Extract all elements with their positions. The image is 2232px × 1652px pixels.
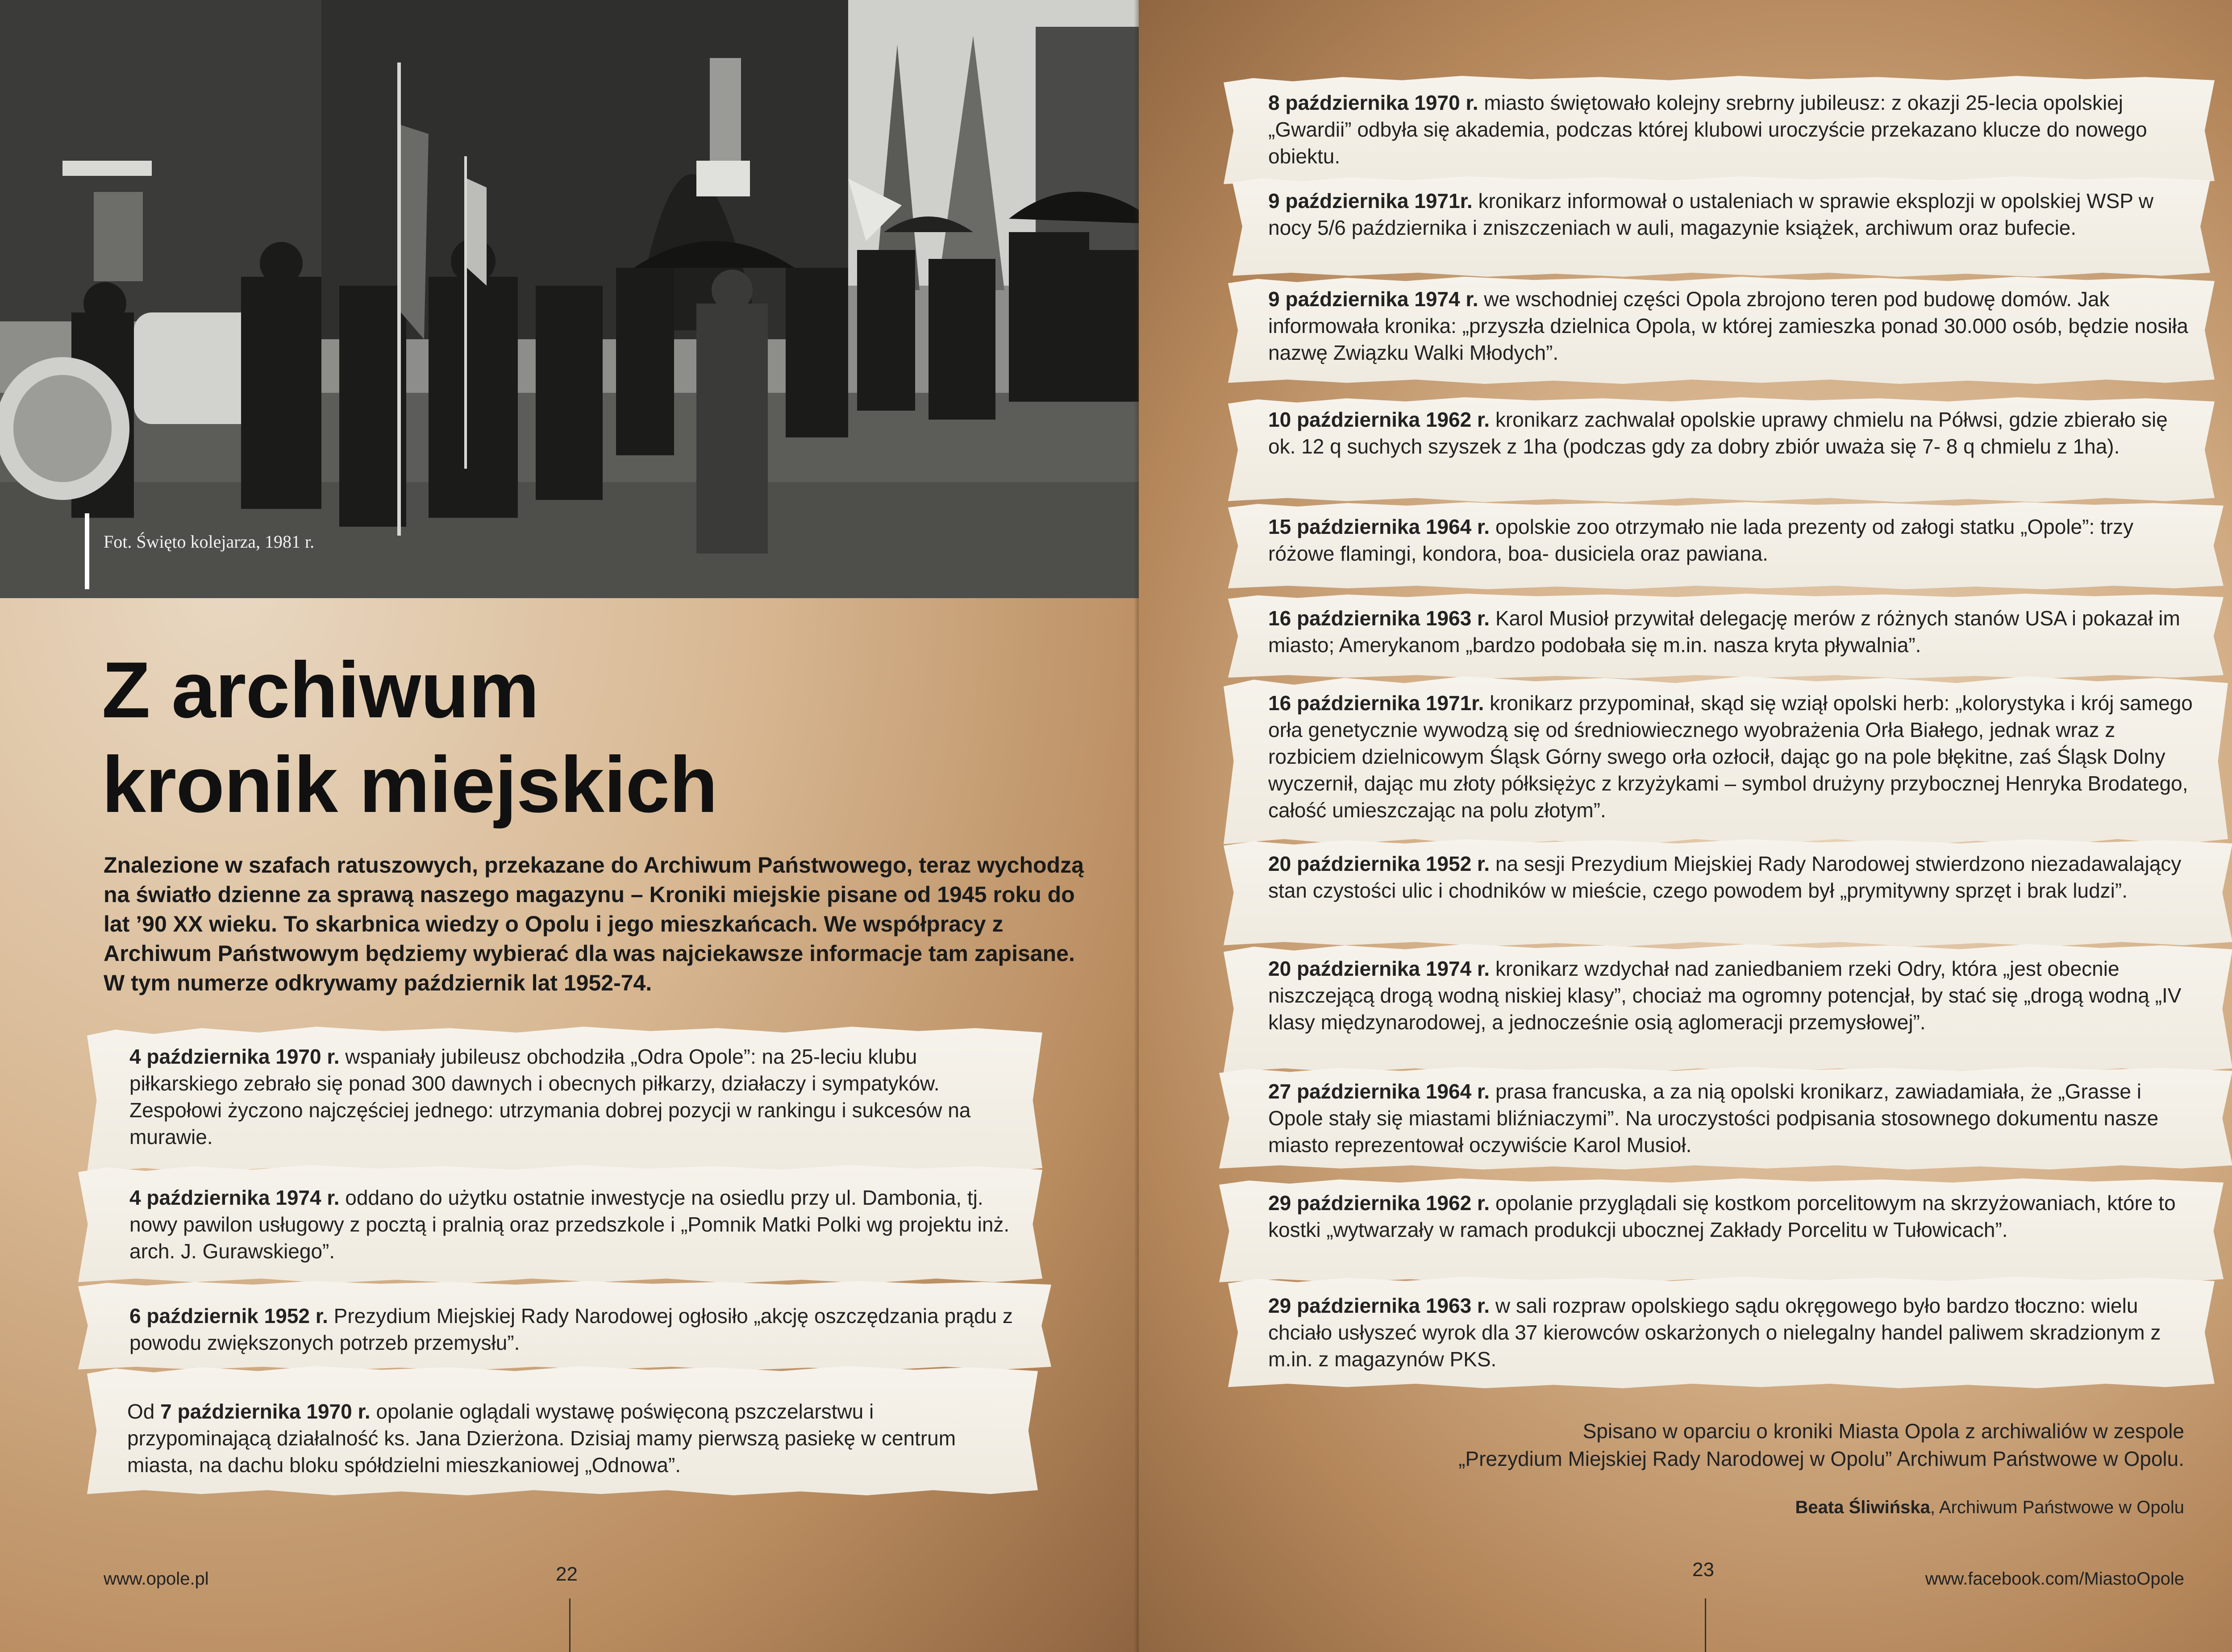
entry-date: 16 października 1971r.: [1268, 691, 1484, 715]
chronicle-entry: [129, 1184, 1013, 1265]
entry-text: opolanie przyglądali się kostkom porcelitowym na skrzyżowaniach, które to kostki „wytwarzały w ramach produkcji ubocznej Zakłady Porcelitu w Tułowicach”.: [1268, 1191, 2176, 1241]
entry-date: 16 października 1963 r.: [1268, 607, 1490, 630]
entry-text: opolskie zoo otrzymało nie lada prezenty od załogi statku „Opole”: trzy różowe flamingi, kondora, boa- dusiciela oraz pawiana.: [1268, 515, 2134, 565]
page-number-right: 23: [1692, 1559, 1714, 1581]
entry-text: kronikarz przypominał, skąd się wziął opolski herb: „kolorystyka i krój samego orła genetycznie wywodzą się od średniowiecznego wyobrażenia Orła Białego, jednak wraz z rozbiciem dzielnicowym Śląsk Górny swego orła ozłocił, dając go na pole błękitne, zaś Śląsk Dolny wyczernił, dając mu złoty półksiężyc z krzyżykami – symbol drużyny przybocznej Henryka Brodatego, całość umieszczając na polu złotym”.: [1268, 691, 2193, 822]
chronicle-entry: [1268, 187, 2197, 241]
right-page: [1139, 0, 2232, 1652]
author-credit: [1795, 1498, 2185, 1518]
page-title: [102, 643, 717, 832]
entry-text: wspaniały jubileusz obchodziła „Odra Opole”: na 25-leciu klubu piłkarskiego zebrało się ponad 300 dawnych i obecnych piłkarzy, działaczy i sympatyków. Zespołowi życzono najczęściej jednego: utrzymania dobrej pozycji w rankingu i sukcesów na murawie.: [129, 1045, 971, 1148]
author-name: Beata Śliwińska: [1795, 1498, 1930, 1517]
photo-caption: Fot. Święto kolejarza, 1981 r.: [104, 532, 315, 552]
title-line-2: kronik miejskich: [102, 740, 717, 829]
entry-date: 7 października 1970 r.: [160, 1400, 371, 1423]
chronicle-entry: [1268, 850, 2201, 904]
entry-prefix: Od: [127, 1400, 161, 1423]
entry-text: opolanie oglądali wystawę poświęconą pszczelarstwu i przypominającą działalność ks. Jana Dzierżona. Dzisiaj mamy pierwszą pasiekę w centrum miasta, na dachu bloku spółdzielni mieszkaniowej „Odnowa”.: [127, 1400, 956, 1477]
chronicle-entry: [1268, 1190, 2201, 1243]
entry-text: Prezydium Miejskiej Rady Narodowej ogłosiło „akcję oszczędzania prądu z powodu zwiększonych potrzeb przemysłu”.: [129, 1304, 1013, 1354]
entry-text: oddano do użytku ostatnie inwestycje na osiedlu przy ul. Dambonia, tj. nowy pawilon usługowy z pocztą i pralnią oraz przedszkole i „Pomnik Matki Polki wg projektu inż. arch. J. Gurawskiego”.: [129, 1186, 1010, 1263]
chronicle-entry: [129, 1043, 1013, 1150]
chronicle-entry: [1268, 955, 2201, 1036]
entry-text: prasa francuska, a za nią opolski kronikarz, zawiadamiała, że „Grasse i Opole stały się miastami bliźniaczymi”. Na uroczystości podpisania stosownego dokumentu nasze miasto reprezentował oczywiście Karol Musioł.: [1268, 1080, 2159, 1157]
caption-bar: [85, 513, 89, 589]
entry-date: 8 października 1970 r.: [1268, 91, 1478, 114]
page-divider-left: [569, 1598, 570, 1652]
intro-paragraph: Znalezione w szafach ratuszowych, przekazane do Archiwum Państwowego, teraz wychodzą na światło dzienne za sprawą naszego magazynu – Kroniki miejskie pisane od 1945 roku do lat ’90 XX wieku. To skarbnica wiedzy o Opolu i jego mieszkańcach. We współpracy z Archiwum Państwowym będziemy wybierać dla was najciekawsze informacje tam zapisane. W tym numerze odkrywamy październik lat 1952-74.: [104, 853, 1084, 995]
source-line-2: „Prezydium Miejskiej Rady Narodowej w Opolu” Archiwum Państwowe w Opolu.: [1458, 1447, 2184, 1470]
entry-text: kronikarz informował o ustaleniach w sprawie eksplozji w opolskiej WSP w nocy 5/6 października i zniszczeniach w auli, magazynie książek, archiwum oraz bufecie.: [1268, 189, 2154, 239]
chronicle-entry: [1268, 605, 2197, 658]
source-note: [1247, 1417, 2184, 1473]
footer-facebook-link[interactable]: www.facebook.com/MiastoOpole: [1925, 1569, 2184, 1589]
chronicle-entry: [129, 1302, 1013, 1356]
entry-text: kronikarz zachwalał opolskie uprawy chmielu na Półwsi, gdzie zbierało się ok. 12 q suchych szyszek z 1ha (podczas gdy za dobry zbiór uważa się 7- 8 q chmielu z 1ha).: [1268, 408, 2168, 458]
entry-text: miasto świętowało kolejny srebrny jubileusz: z okazji 25-lecia opolskiej „Gwardii” odbyła się akademia, podczas której klubowi uroczyście przekazano klucze do nowego obiektu.: [1268, 91, 2147, 168]
chronicle-entry: [1268, 286, 2197, 366]
entry-text: we wschodniej części Opola zbrojono teren pod budowę domów. Jak informowała kronika: „przyszła dzielnica Opola, w której zamieszka ponad 30.000 osób, będzie nosiła nazwę Związku Walki Młodych”.: [1268, 287, 2188, 364]
entry-date: 4 października 1970 r.: [129, 1045, 340, 1068]
author-affiliation: , Archiwum Państwowe w Opolu: [1930, 1498, 2184, 1517]
entry-date: 27 października 1964 r.: [1268, 1080, 1490, 1103]
source-line-1: Spisano w oparciu o kroniki Miasta Opola z archiwaliów w zespole: [1582, 1419, 2184, 1443]
chronicle-entry: [1268, 513, 2197, 567]
entry-text: w sali rozpraw opolskiego sądu okręgowego było bardzo tłoczno: wielu chciało usłyszeć wyrok dla 37 kierowców oskarżonych o nielegalny handel paliwem skradzionym z m.in. z magazynów PKS.: [1268, 1294, 2161, 1371]
photo-illustration: [0, 0, 1139, 598]
entry-date: 15 października 1964 r.: [1268, 515, 1490, 538]
chronicle-entry: [1268, 89, 2197, 170]
entry-date: 20 października 1974 r.: [1268, 957, 1490, 980]
entry-date: 9 października 1974 r.: [1268, 287, 1478, 311]
entry-date: 4 października 1974 r.: [129, 1186, 340, 1209]
entry-date: 6 październik 1952 r.: [129, 1304, 328, 1327]
chronicle-entry: [1268, 1292, 2201, 1373]
footer-website-link[interactable]: www.opole.pl: [104, 1569, 209, 1589]
page-number-left: 22: [556, 1563, 578, 1585]
archive-photo: [0, 0, 1139, 598]
chronicle-entry: [1268, 406, 2197, 460]
entry-date: 10 października 1962 r.: [1268, 408, 1490, 431]
entry-text: kronikarz wzdychał nad zaniedbaniem rzeki Odry, która „jest obecnie niszczejącą drogą wodną niskiej klasy”, chociaż ma ogromny potencjał, by stać się „drogą wodną „IV klasy międzynarodowej, a jednocześnie osią aglomeracji przemysłowej”.: [1268, 957, 2182, 1034]
chronicle-entry: [1268, 1078, 2201, 1158]
entry-text: na sesji Prezydium Miejskiej Rady Narodowej stwierdzono niezadawalający stan czystości ulic i chodników w mieście, czego powodem był „prymitywny sprzęt i brak ludzi”.: [1268, 852, 2182, 902]
chronicle-entry: [127, 1398, 1011, 1478]
entry-date: 29 października 1962 r.: [1268, 1191, 1490, 1215]
chronicle-entry: [1268, 690, 2201, 824]
title-line-1: Z archiwum: [102, 645, 539, 734]
entry-date: 29 października 1963 r.: [1268, 1294, 1490, 1317]
entry-date: 20 października 1952 r.: [1268, 852, 1490, 875]
page-divider-right: [1705, 1598, 1706, 1652]
entry-text: Karol Musioł przywitał delegację merów z różnych stanów USA i pokazał im miasto; Amerykanom „bardzo podobała się m.in. nasza kryta pływalnia”.: [1268, 607, 2180, 657]
entry-date: 9 października 1971r.: [1268, 189, 1473, 212]
